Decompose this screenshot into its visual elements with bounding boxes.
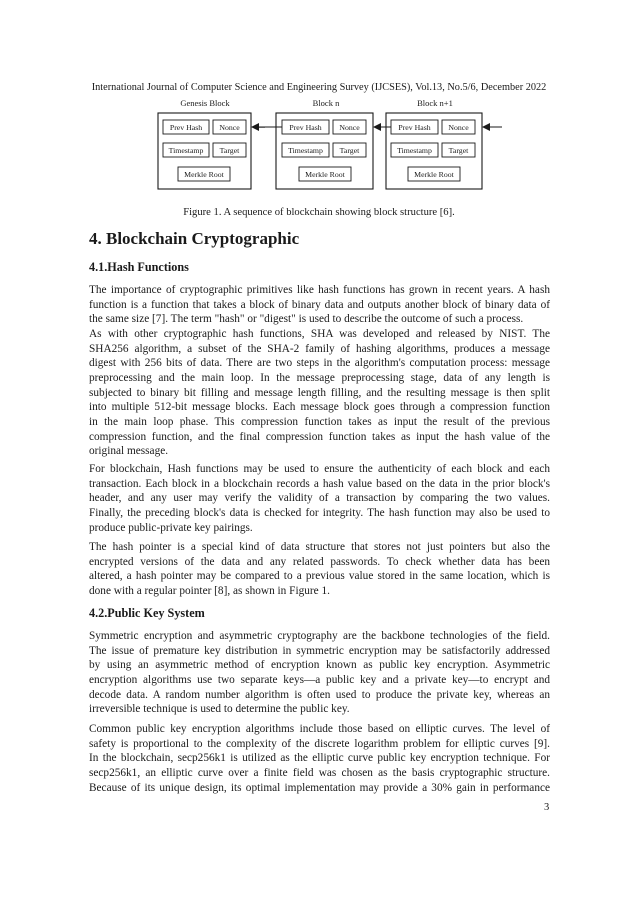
merkle-root-label: Merkle Root (414, 170, 454, 179)
text-line: irreversible technique is used to determine the public key. (89, 703, 350, 716)
running-header: International Journal of Computer Science and Engineering Survey (IJCSES), Vol.13, No.5/6, December 2022 (91, 82, 547, 93)
text-line: Symmetric encryption and asymmetric cryptography are the backbone technologies of the field. (89, 630, 550, 642)
blockchain-figure (140, 97, 510, 197)
paragraph (89, 722, 550, 795)
text-line: compression function, and the final compression function takes as input the hash value of the (89, 430, 550, 443)
text-line: in the main loop phase. This compression function takes as input the result of the previous (89, 415, 550, 428)
text-line: by using an asymmetric method of encryption known as public key encryption. Asymmetric (89, 659, 550, 672)
text-line: In the blockchain, secp256k1 is utilized as the elliptic curve public key encryption technique. For (89, 752, 550, 765)
page-number: 3 (544, 802, 550, 813)
text-line: the same size [7]. The term "hash" or "digest" is used to describe the outcome of such a process. (89, 313, 524, 326)
timestamp-label: Timestamp (397, 146, 432, 155)
text-line: preprocessing and the main loop. In the message preprocessing stage, data of any length is (89, 371, 550, 384)
block-title-genesis: Genesis Block (180, 98, 230, 108)
paragraph (89, 629, 550, 717)
text-line: Finally, the preceding block's data is checked for integrity. The hash function may also be used to (89, 506, 550, 519)
text-line: The hash pointer is a special kind of data structure that stores not just pointers but also the (89, 541, 550, 553)
text-line: decode data. A random number algorithm is often used to produce the private key, whereas an (89, 688, 550, 701)
text-line: function is a function that takes a block of binary data and outputs another block of binary data of (89, 298, 550, 311)
target-label: Target (448, 146, 469, 155)
subsection-heading-public-key: 4.2.Public Key System (89, 606, 205, 620)
block-title-n-plus-1: Block n+1 (417, 98, 453, 108)
subsection-heading-hash-functions: 4.1.Hash Functions (89, 260, 189, 274)
text-line: For blockchain, Hash functions may be used to ensure the authenticity of each block and each (89, 463, 550, 475)
ellipsis: ... (259, 121, 265, 130)
text-line: SHA256 algorithm, a subset of the SHA-2 family of hashing algorithms, produces a message (89, 342, 550, 355)
text-line: safety is proportional to the complexity of the discrete logarithm problem for elliptic curves [9]. (89, 737, 550, 750)
text-line: encrypted versions of the data and any related passwords. To check whether data has been (89, 555, 550, 568)
prev-hash-label: Prev Hash (169, 123, 203, 132)
target-label: Target (339, 146, 360, 155)
text-line: subjected to binary bit filling and message length filling, and the resulting message is then split (89, 386, 550, 399)
prev-hash-label: Prev Hash (289, 123, 322, 132)
nonce-label: Nonce (219, 123, 240, 132)
text-line: Because of its unique design, its optimal implementation may provide a 30% gain in performance (89, 781, 550, 794)
text-line: original message. (89, 445, 169, 458)
merkle-root-label: Merkle Root (184, 170, 224, 179)
block-title-n: Block n (312, 98, 340, 108)
text-line: The issue of premature key distribution in symmetric encryption may be satisfactorily addressed (89, 644, 550, 657)
text-line: done with a regular pointer [8], as shown in Figure 1. (89, 584, 330, 597)
blockchain-diagram (140, 97, 510, 197)
section-heading: 4. Blockchain Cryptographic (89, 229, 300, 248)
merkle-root-label: Merkle Root (305, 170, 345, 179)
figure-caption: Figure 1. A sequence of blockchain showing block structure [6]. (183, 207, 455, 218)
paragraph (89, 540, 550, 599)
text-line: Common public key encryption algorithms include those based on elliptic curves. The level of (89, 723, 550, 735)
paragraph (89, 283, 550, 459)
timestamp-label: Timestamp (288, 146, 323, 155)
text-line: into multiple 512-bit message blocks. Each message block goes through a compression function (89, 401, 550, 414)
timestamp-label: Timestamp (168, 146, 204, 155)
prev-hash-label: Prev Hash (398, 123, 431, 132)
target-label: Target (219, 146, 240, 155)
text-line: altered, a hash pointer may be compared to a previous value stored in the same location, which is (89, 570, 550, 583)
text-line: digest with 256 bits of data. There are two steps in the algorithm's computation process: message (89, 357, 550, 370)
nonce-label: Nonce (448, 123, 469, 132)
text-line: produce public-private key pairings. (89, 521, 253, 534)
text-line: header, and any user may verify the validity of a transaction by comparing the two values. (89, 492, 550, 505)
nonce-label: Nonce (339, 123, 360, 132)
paragraph (89, 462, 550, 535)
text-line: transaction. Each block in a blockchain records a hash value based on the data in the prior block's (89, 477, 550, 490)
text-line: encryption algorithms use two separate keys—a public key and a private key—to encrypt and (89, 673, 550, 686)
text-line: The importance of cryptographic primitives like hash functions has grown in recent years. A hash (89, 284, 550, 296)
text-line: secp256k1, an elliptic curve over a finite field was chosen as the basis cryptographic structure. (89, 766, 550, 779)
text-line: As with other cryptographic hash functions, SHA was developed and released by NIST. The (89, 327, 550, 340)
